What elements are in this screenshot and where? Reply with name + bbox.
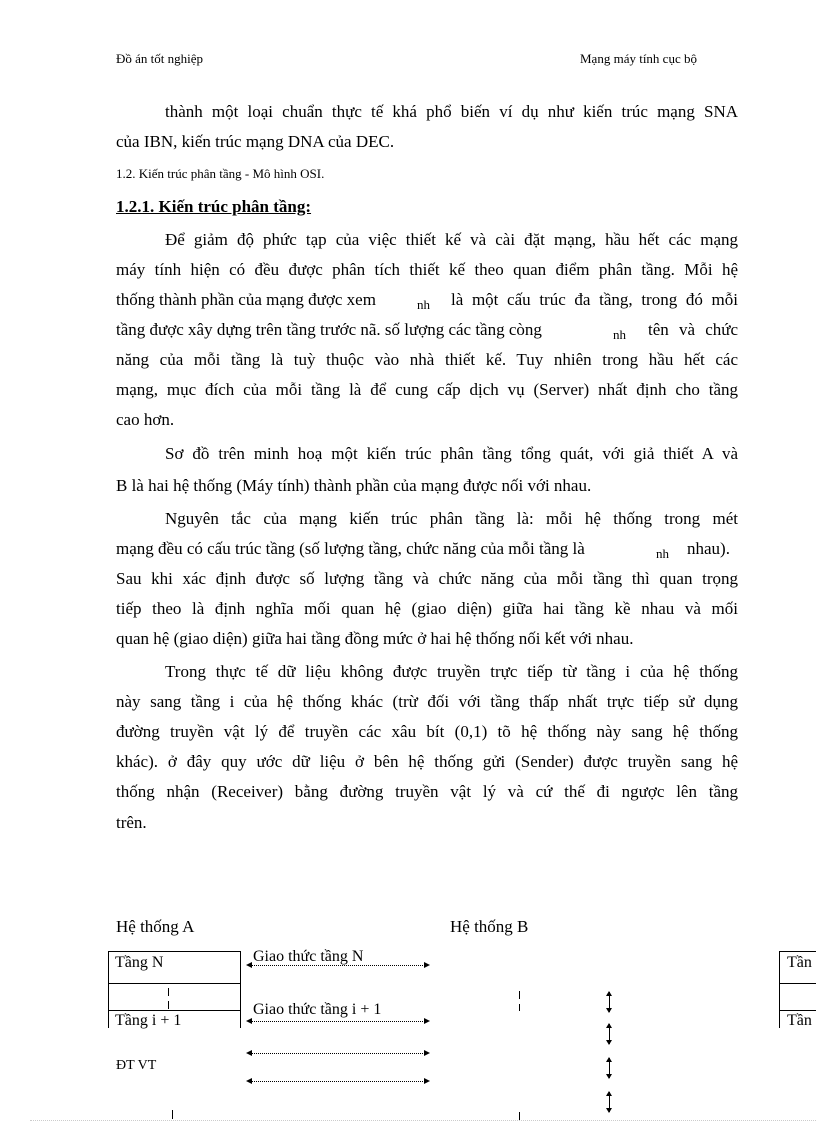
layer-gap-box-a — [108, 983, 241, 1011]
p3-line-1: Nguyên tắc của mạng kiến trúc phân tầng là: mỗi hệ thống trong mét — [165, 509, 738, 528]
p3-line-2c: nhau). — [687, 539, 730, 558]
p3-line-2b: nh — [656, 546, 669, 561]
protocol-n-label: Giao thức tầng N — [253, 948, 364, 965]
p3-line-3: Sau khi xác định được số lượng tầng và chức năng của mỗi tầng thì quan trọng — [116, 569, 738, 588]
system-a-bottom-tick — [172, 1110, 173, 1119]
header-left: Đồ án tốt nghiệp — [116, 51, 204, 66]
vertical-arrow-4 — [609, 1092, 610, 1112]
lower-arrow-line-2 — [250, 1081, 425, 1082]
layer-i1-label-a: Tầng i + 1 — [115, 1012, 182, 1029]
protocol-i1-arrow-right — [424, 1018, 430, 1024]
lower-arrow-2-left — [246, 1078, 252, 1084]
intro-line-1: thành một loại chuẩn thực tế khá phổ biến ví dụ như kiến trúc mạng SNA — [165, 102, 738, 121]
lower-arrow-2-right — [424, 1078, 430, 1084]
vertical-arrow-1 — [609, 992, 610, 1012]
layer-gap-tick-a2 — [168, 1001, 169, 1009]
layer-i1-box-b — [779, 1010, 816, 1028]
vertical-arrow-3 — [609, 1058, 610, 1078]
layer-i1-box-a — [108, 1010, 241, 1028]
p1-line-4c: tên và chức — [648, 320, 738, 339]
intro-line-2: của IBN, kiến trúc mạng DNA của DEC. — [116, 132, 395, 151]
p3-line-2a: mạng đều có cấu trúc tầng (số lượng tầng, chức năng của mỗi tầng là — [116, 539, 585, 558]
p2-line-1: Sơ đồ trên minh hoạ một kiến trúc phân tầng tổng quát, với giả thiết A và — [165, 444, 738, 463]
subsection-title: 1.2.1. Kiến trúc phân tầng: — [116, 197, 312, 216]
lower-arrow-1-right — [424, 1050, 430, 1056]
layer-n-box-b — [779, 951, 816, 984]
layer-n-label-b: Tần — [787, 954, 812, 971]
page-bottom-border — [30, 1120, 816, 1121]
protocol-n-arrow-right — [424, 962, 430, 968]
p4-line-4: khác). ở đây quy ước dữ liệu ở bên hệ thống gửi (Sender) được truyền sang hệ — [116, 752, 738, 771]
lower-arrow-line-1 — [250, 1053, 425, 1054]
p4-line-1: Trong thực tế dữ liệu không được truyền trực tiếp từ tầng i của hệ thống — [165, 662, 738, 681]
p1-line-4b: nh — [613, 327, 626, 342]
protocol-n-arrow-line — [250, 965, 425, 966]
p3-line-4: tiếp theo là định nghĩa mối quan hệ (giao diện) giữa hai tầng kề nhau và mối — [116, 599, 738, 618]
p1-line-3a: thống thành phần của mạng được xem — [116, 290, 376, 309]
layer-gap-tick-a — [168, 988, 169, 996]
p4-line-5: thống nhận (Receiver) bằng đường truyền vật lý và cứ thế đi ngược lên tầng — [116, 782, 738, 801]
layer-n-box-a — [108, 951, 241, 984]
p1-line-5: năng của mỗi tầng là tuỳ thuộc vào nhà thiết kế. Tuy nhiên trong hầu hết các — [116, 350, 738, 369]
p1-line-1: Để giảm độ phức tạp của việc thiết kế và cài đặt mạng, hầu hết các mạng — [165, 230, 738, 249]
system-b-bottom-tick — [519, 1112, 520, 1120]
protocol-n-arrow-left — [246, 962, 252, 968]
p3-line-5: quan hệ (giao diện) giữa hai tầng đồng mức ở hai hệ thống nối kết với nhau. — [116, 629, 634, 648]
dtvt-label: ĐT VT — [116, 1058, 157, 1073]
layer-i1-label-b: Tần — [787, 1012, 812, 1028]
p1-line-2: máy tính hiện có đều được phân tích thiết kế theo quan điểm phân tầng. Mỗi hệ — [116, 260, 738, 279]
protocol-i1-label: Giao thức tầng i + 1 — [253, 1001, 382, 1018]
header-right: Mạng máy tính cục bộ — [580, 51, 697, 66]
p1-line-3b: nh — [417, 297, 430, 312]
p4-line-3: đường truyền vật lý để truyền các xâu bít (0,1) tõ hệ thống này sang hệ thống — [116, 722, 738, 741]
p1-line-4a: tầng được xây dựng trên tầng trước nã. số lượng các tầng còng — [116, 320, 542, 339]
section-title: 1.2. Kiến trúc phân tầng - Mô hình OSI. — [116, 166, 325, 181]
p2-line-2: B là hai hệ thống (Máy tính) thành phần của mạng được nối với nhau. — [116, 476, 592, 495]
p4-line-6: trên. — [116, 813, 147, 832]
protocol-i1-arrow-left — [246, 1018, 252, 1024]
p1-line-7: cao hơn. — [116, 410, 175, 429]
protocol-i1-arrow-line — [250, 1021, 425, 1022]
vertical-arrow-2 — [609, 1024, 610, 1044]
p1-line-3c: là một cấu trúc đa tầng, trong đó mỗi — [451, 290, 738, 309]
layer-gap-box-b — [779, 983, 816, 1011]
p4-line-2: này sang tầng i của hệ thống khác (trừ đối với tầng thấp nhất trực tiếp sử dụng — [116, 692, 738, 711]
p1-line-6: mạng, mục đích của mỗi tầng là để cung cấp dịch vụ (Server) nhất định cho tầng — [116, 380, 738, 399]
lower-arrow-1-left — [246, 1050, 252, 1056]
layer-n-label-a: Tầng N — [115, 954, 164, 971]
system-a-label: Hệ thống A — [116, 917, 195, 936]
system-b-tick-1 — [519, 991, 520, 999]
system-b-tick-2 — [519, 1004, 520, 1011]
system-b-label: Hệ thống B — [450, 917, 529, 936]
